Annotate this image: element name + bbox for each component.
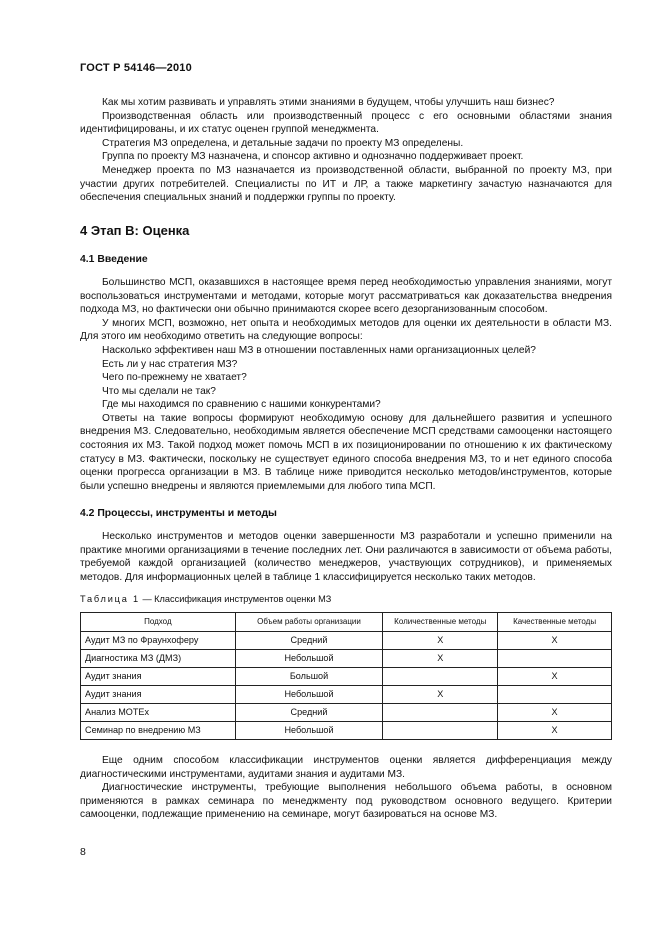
cell-qualitative [498,650,612,668]
cell-approach: Диагностика МЗ (ДМЗ) [81,650,236,668]
table-row [81,632,612,650]
cell-quantitative [383,722,498,740]
table-row [81,668,612,686]
cell-workload: Небольшой [235,686,383,704]
page-content [80,96,612,822]
cell-workload: Большой [235,668,383,686]
section-4-2-heading: 4.2 Процессы, инструменты и методы [80,508,277,520]
cell-approach: Семинар по внедрению МЗ [81,722,236,740]
cell-workload: Средний [235,632,383,650]
s42-paragraph-1: Несколько инструментов и методов оценки завершенности МЗ разработали и успешно применили на практике многими организациями в течение последних лет. Они различаются в зависимости от объема работы, требуемой каждой организацией (количество менеджеров, участвующих сотрудников), и применяемых методов. Для информационных целей в таблице 1 классифицируется несколько таких методов. [80,531,612,583]
cell-quantitative: X [383,650,498,668]
header-workload: Объем работы организации [235,613,383,632]
table-row [81,722,612,740]
cell-qualitative: X [498,632,612,650]
cell-workload: Средний [235,704,383,722]
cell-quantitative [383,668,498,686]
s41-paragraph-1: Большинство МСП, оказавшихся в настоящее время перед необходимостью управления знаниями, могут воспользоваться инструментами и методами, которые могут рассматриваться как доказательства внедрения подхода МЗ, но фактически они обычно принимаются скорее всего дезорганизованным способом. [80,276,612,316]
cell-qualitative [498,686,612,704]
question-4: Что мы сделали не так? [102,385,216,397]
table-row [81,650,612,668]
question-1: Насколько эффективен наш МЗ в отношении поставленных нами организационных целей? [102,344,536,356]
cell-qualitative: X [498,722,612,740]
page-number: 8 [80,846,86,858]
table-row [81,686,612,704]
section-4-1-heading: 4.1 Введение [80,254,148,266]
cell-quantitative: X [383,632,498,650]
classification-table [80,612,612,740]
cell-approach: Анализ МОТЕх [81,704,236,722]
question-5: Где мы находимся по сравнению с нашими конкурентами? [102,399,381,411]
table-row [81,704,612,722]
after-paragraph-1: Еще одним способом классификации инструментов оценки является дифференциация между диагностическими инструментами, аудитами знания и аудитами МЗ. [80,755,612,780]
s41-paragraph-2: У многих МСП, возможно, нет опыта и необходимых методов для оценки их деятельности в области МЗ. Для этого им необходимо ответить на следующие вопросы: [80,317,612,343]
question-3: Чего по-прежнему не хватает? [102,372,247,384]
cell-workload: Небольшой [235,722,383,740]
cell-approach: Аудит МЗ по Фраунхоферу [81,632,236,650]
table-caption [80,593,612,607]
s41-paragraph-3: Ответы на такие вопросы формируют необходимую основу для дальнейшего развития и успешного внедрения МЗ. Следовательно, необходимым является обеспечение МСП средствами самооценки настоящего состояния их МЗ. Такой подход может помочь МСП в их позиционировании по отношению к их фактическому статусу в МЗ. Фактически, поскольку не существует единого способа внедрения МЗ, то и нет единого способа оценки прогресса организации в МЗ. В таблице ниже приводится несколько методов/инструментов, которые были успешно внедрены и являются приемлемыми для любого типа МСП. [80,412,612,492]
cell-qualitative: X [498,704,612,722]
question-2: Есть ли у нас стратегия МЗ? [102,358,238,370]
intro-paragraph-2: Производственная область или производственный процесс с его основными областями знания идентифицированы, и их статус оценен группой менеджмента. [80,110,612,136]
intro-paragraph-4: Группа по проекту МЗ назначена, и спонсор активно и однозначно поддерживает проект. [102,151,524,163]
header-qualitative: Качественные методы [498,613,612,632]
table-caption-label: Таблица 1 [80,594,140,605]
table-header-row [81,613,612,632]
table-caption-text: — Классификация инструментов оценки МЗ [139,594,332,605]
after-paragraph-2: Диагностические инструменты, требующие выполнения небольшого объема работы, в основном применяются в рамках семинара по менеджменту под руководством основного ведущего. Критерии самооценки, подлежащие применению на семинаре, могут базироваться на основе МЗ. [80,782,612,821]
cell-workload: Небольшой [235,650,383,668]
header-approach: Подход [81,613,236,632]
cell-quantitative: X [383,686,498,704]
cell-quantitative [383,704,498,722]
cell-qualitative: X [498,668,612,686]
cell-approach: Аудит знания [81,686,236,704]
document-header: ГОСТ Р 54146—2010 [80,62,192,74]
intro-paragraph-5: Менеджер проекта по МЗ назначается из производственной области, выбранной по проекту МЗ, при участии других потребителей. Специалисты по ИТ и ЛР, а также маркетингу зачастую назначаются для обеспечения специальных знаний и поддержки группы по проекту. [80,164,612,204]
cell-approach: Аудит знания [81,668,236,686]
section-4-heading: 4 Этап В: Оценка [80,222,190,238]
header-quantitative: Количественные методы [383,613,498,632]
intro-paragraph-1: Как мы хотим развивать и управлять этими знаниями в будущем, чтобы улучшить наш бизнес? [102,97,555,108]
intro-paragraph-3: Стратегия МЗ определена, и детальные задачи по проекту МЗ определены. [102,137,464,149]
